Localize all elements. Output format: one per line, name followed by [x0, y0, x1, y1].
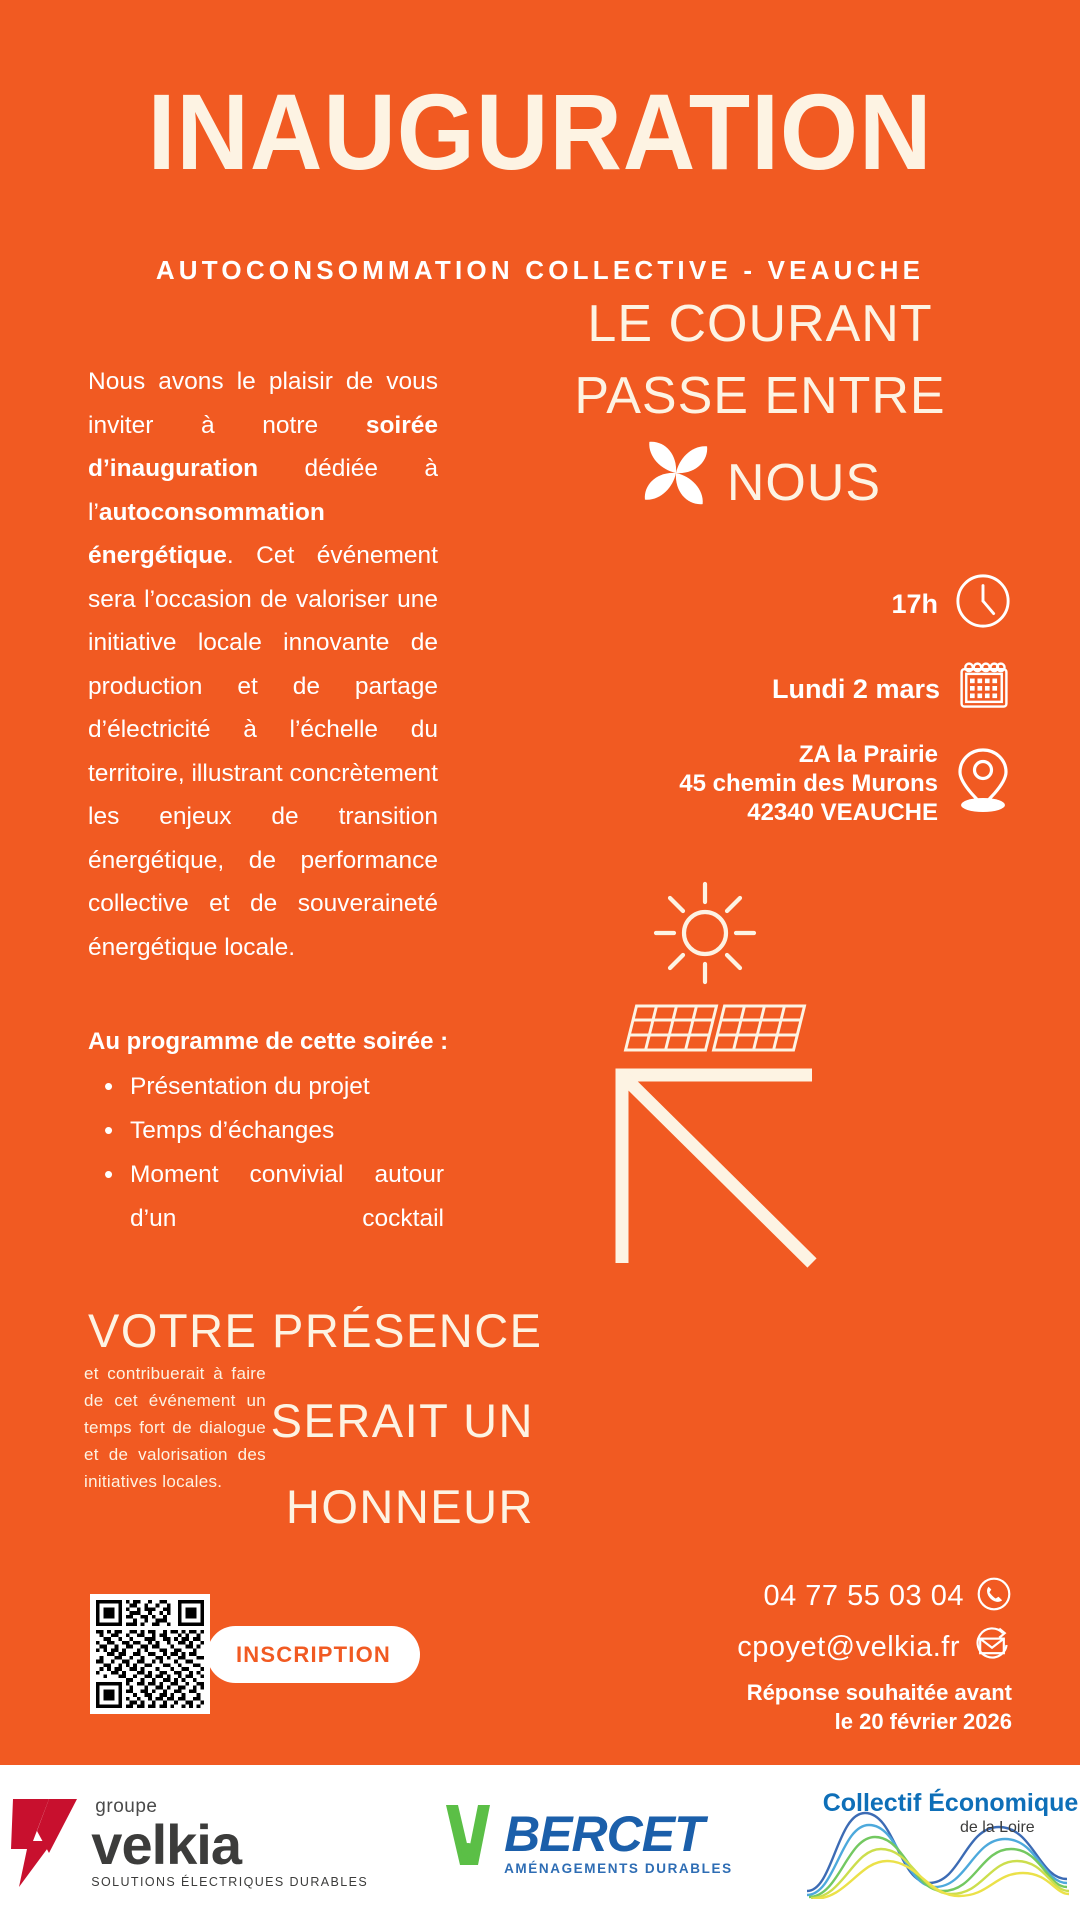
intro-bold-2: autoconsommation énergétique [88, 498, 325, 569]
phone-icon [976, 1576, 1012, 1617]
clock-icon [954, 572, 1012, 637]
mail-icon-svg [972, 1625, 1012, 1665]
presence-line-2: SERAIT UN [270, 1394, 534, 1447]
program-list [88, 1065, 444, 1285]
bercet-leaf-icon [438, 1795, 500, 1891]
phone-icon-svg [976, 1576, 1012, 1612]
rsvp-line-2: le 20 février 2026 [834, 1709, 1012, 1734]
rsvp-line-1: Réponse souhaitée avant [746, 1680, 1012, 1705]
footer-logos [0, 1765, 1080, 1920]
event-address-row [679, 740, 1012, 827]
list-item: • Moment convivial autour d’un cocktail [88, 1153, 444, 1285]
calendar-icon [956, 658, 1012, 721]
map-pin-icon-svg [954, 745, 1012, 815]
intro-part-3: . Cet événement sera l’occasion de valoriser une initiative locale innovante de production et de partage d’électricité à l’échelle du territoire, illustrant concrètement les enjeux de transition énergétique, de performance collective et de souveraineté énergétique locale. [88, 542, 438, 961]
event-date-row [772, 658, 1012, 721]
sun-icon-svg [650, 878, 760, 988]
velkia-name-label: velkia [91, 1813, 241, 1877]
map-pin-icon [954, 745, 1012, 822]
slogan-line-2: PASSE ENTRE [574, 367, 946, 425]
qr-code-icon[interactable] [90, 1594, 210, 1714]
contact-block [737, 1576, 1012, 1736]
logo-velkia [9, 1791, 368, 1895]
address-line-2: 45 chemin des Murons [679, 770, 938, 797]
intro-bold-1: soirée d’inauguration [88, 411, 438, 482]
solar-panel-icon-svg [618, 1000, 818, 1062]
arrow-up-right-icon-svg [615, 1063, 825, 1273]
collectif-name-label: Collectif Économique [822, 1788, 1079, 1817]
four-petal-logo-icon [639, 436, 713, 529]
clock-icon-svg [954, 572, 1012, 630]
calendar-icon-svg [956, 658, 1012, 714]
program-title: Au programme de cette soirée : [88, 1028, 449, 1055]
logo-bercet [438, 1795, 733, 1891]
qr-code-svg [96, 1600, 204, 1708]
event-address-text [679, 740, 938, 827]
list-item: • Présentation du projet [88, 1065, 444, 1109]
intro-part-1: Nous avons le plaisir de vous inviter à notre [88, 368, 438, 439]
sun-icon [650, 878, 760, 993]
page-title: INAUGURATION [147, 71, 933, 192]
rsvp-note [737, 1678, 1012, 1736]
four-petal-logo-svg [639, 436, 713, 510]
address-line-3: 42340 VEAUCHE [747, 799, 938, 826]
arrow-up-right-icon [615, 1063, 825, 1278]
presence-subtext: et contribuerait à faire de cet événement un temps fort de dialogue et de valorisation des initiatives locales. [84, 1364, 266, 1491]
mail-icon [972, 1625, 1012, 1670]
collectif-tagline: de la Loire [959, 1818, 1035, 1836]
inscription-button[interactable]: INSCRIPTION [207, 1626, 420, 1683]
phone-row[interactable] [737, 1576, 1012, 1617]
logo-collectif-economique [803, 1787, 1079, 1899]
velkia-tagline: SOLUTIONS ÉLECTRIQUES DURABLES [91, 1874, 369, 1889]
bercet-text [504, 1806, 733, 1876]
email-address: cpoyet@velkia.fr [737, 1631, 960, 1663]
solar-panel-icon [618, 1000, 818, 1067]
bercet-name-label: BERCET [504, 1806, 704, 1862]
collectif-wrap [803, 1787, 1079, 1899]
page-subtitle: AUTOCONSOMMATION COLLECTIVE - VEAUCHE [155, 255, 925, 285]
intro-part-2: dédiée à l’ [88, 455, 438, 526]
presence-line-1: VOTRE PRÉSENCE [88, 1304, 543, 1357]
bercet-tagline: AMÉNAGEMENTS DURABLES [504, 1861, 733, 1876]
presence-line-3: HONNEUR [285, 1480, 534, 1533]
velkia-groupe-label: groupe [95, 1796, 158, 1818]
email-row[interactable] [737, 1625, 1012, 1670]
list-item: • Temps d’échanges [88, 1109, 444, 1153]
phone-number: 04 77 55 03 04 [763, 1580, 964, 1612]
slogan-line-3-row [470, 436, 1050, 529]
slogan [470, 288, 1050, 529]
event-time-text: 17h [891, 589, 938, 619]
address-line-1: ZA la Prairie [798, 741, 938, 768]
intro-paragraph [88, 360, 438, 969]
slogan-line-3: NOUS [726, 453, 882, 512]
velkia-text [91, 1796, 368, 1888]
slogan-line-1: LE COURANT [587, 295, 933, 353]
velkia-bolt-icon [9, 1791, 81, 1895]
event-date-text: Lundi 2 mars [771, 674, 940, 704]
event-time-row [891, 572, 1012, 637]
